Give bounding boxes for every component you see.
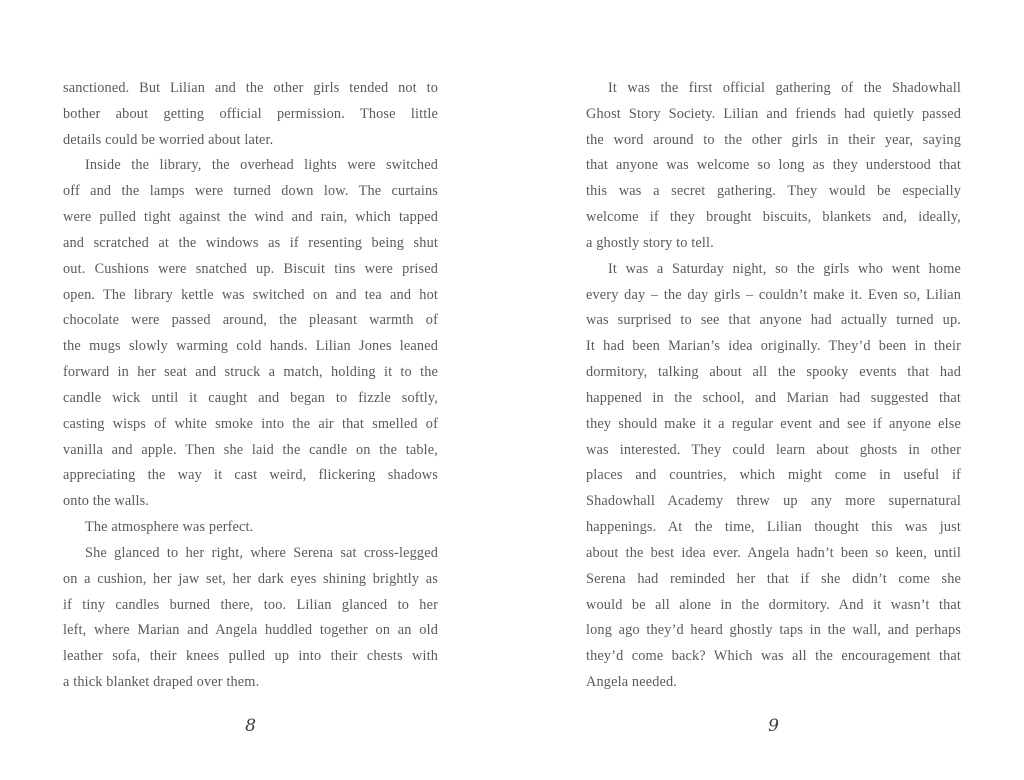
text-line: they’d come back? Which was all the encouragement that (586, 648, 961, 665)
text-line: Angela needed. (586, 674, 678, 691)
text-line: long ago they’d heard ghostly taps in the wall, and perhaps (586, 622, 961, 639)
text-line: appreciating the way it cast weird, flickering shadows (63, 467, 438, 484)
text-line: out. Cushions were snatched up. Biscuit tins were prised (63, 260, 438, 277)
text-line: the mugs slowly warming cold hands. Lilian Jones leaned (63, 338, 438, 355)
text-line: was surprised to see that anyone had actually turned up. (586, 312, 961, 329)
text-line: vanilla and apple. Then she laid the candle on the table, (63, 441, 438, 458)
text-line: It was the first official gathering of the Shadowhall (608, 80, 961, 96)
text-line: onto the walls. (63, 493, 150, 510)
text-line: was interested. They could learn about ghosts in other (586, 441, 961, 458)
page-left-text (63, 76, 438, 696)
text-line: happenings. At the time, Lilian thought this was just (586, 519, 961, 536)
text-line: Inside the library, the overhead lights were switched (85, 157, 438, 174)
page-right-text (586, 76, 961, 696)
text-line: It had been Marian’s idea originally. They’d been in their (586, 338, 961, 355)
text-line: casting wisps of white smoke into the air that smelled of (63, 415, 438, 432)
text-line: happened in the school, and Marian had suggested that (586, 389, 961, 406)
text-line: leather sofa, their knees pulled up into their chests with (63, 648, 438, 665)
text-line: details could be worried about later. (63, 131, 274, 148)
text-line: open. The library kettle was switched on and tea and hot (63, 286, 438, 303)
text-line: The atmosphere was perfect. (85, 519, 254, 536)
text-line: forward in her seat and struck a match, holding it to the (63, 364, 438, 381)
text-line: It was a Saturday night, so the girls who went home (608, 260, 961, 277)
text-line: about the best idea ever. Angela hadn’t been so keen, until (586, 544, 961, 561)
text-line: bother about getting official permission. Those little (63, 105, 438, 122)
text-line: and scratched at the windows as if resenting being shut (63, 234, 438, 251)
text-line: places and countries, which might come in useful if (586, 467, 961, 484)
text-line: Shadowhall Academy threw up any more supernatural (586, 493, 961, 510)
text-line: sanctioned. But Lilian and the other girls tended not to (63, 80, 438, 96)
text-line: She glanced to her right, where Serena sat cross-legged (85, 544, 438, 561)
text-line: this was a secret gathering. They would be especially (586, 183, 961, 200)
text-line: that anyone was welcome so long as they understood that (586, 157, 961, 174)
text-line: the word around to the other girls in their year, saying (586, 131, 961, 148)
text-line: dormitory, talking about all the spooky events that had (586, 364, 961, 381)
text-line: a ghostly story to tell. (586, 234, 714, 251)
text-line: they should make it a regular event and see if anyone else (586, 415, 961, 432)
text-line: would be all alone in the dormitory. And it wasn’t that (586, 596, 961, 613)
text-line: left, where Marian and Angela huddled together on an old (63, 622, 438, 639)
text-line: Serena had reminded her that if she didn’t come she (586, 570, 961, 587)
page-number-left: 8 (245, 716, 256, 736)
text-line: every day – the day girls – couldn’t make it. Even so, Lilian (586, 286, 961, 303)
text-line: Ghost Story Society. Lilian and friends had quietly passed (586, 105, 961, 122)
text-line: chocolate were passed around, the pleasant warmth of (63, 312, 438, 329)
text-line: off and the lamps were turned down low. The curtains (63, 183, 438, 200)
text-line: were pulled tight against the wind and rain, which tapped (63, 209, 438, 226)
text-line: candle wick until it caught and began to fizzle softly, (63, 389, 438, 406)
text-line: a thick blanket draped over them. (63, 674, 260, 691)
text-line: if tiny candles burned there, too. Lilian glanced to her (63, 596, 438, 613)
page-number-right: 9 (768, 716, 779, 736)
text-line: on a cushion, her jaw set, her dark eyes shining brightly as (63, 570, 438, 587)
text-line: welcome if they brought biscuits, blankets and, ideally, (586, 209, 961, 226)
